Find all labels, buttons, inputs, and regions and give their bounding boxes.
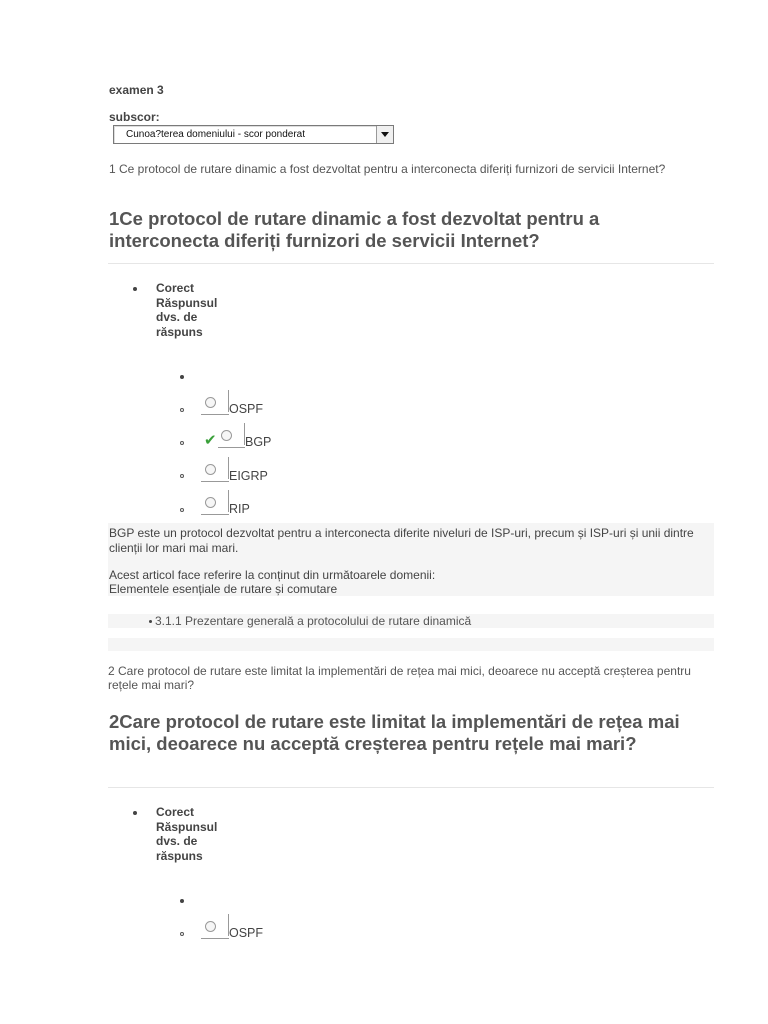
option-label: OSPF — [229, 926, 264, 940]
option-label: EIGRP — [229, 469, 268, 483]
question-1-title: 1Ce protocol de rutare dinamic a fost dezvoltat pentru a interconecta diferiți furnizori de servicii Internet? — [109, 208, 600, 251]
exam-title: examen 3 — [109, 83, 164, 97]
list-circle-bullet — [180, 408, 184, 412]
question-1-short-text: 1 Ce protocol de rutare dinamic a fost dezvoltat pentru a interconecta diferiți furnizori de servicii Internet? — [109, 162, 666, 176]
list-bullet — [133, 811, 137, 815]
list-circle-bullet — [180, 508, 184, 512]
divider — [108, 263, 714, 264]
reference-intro: Acest articol face referire la conținut din următoarele domenii: — [109, 568, 436, 582]
option-radio-ospf[interactable] — [205, 397, 216, 408]
subscor-selected-value: Cunoa?terea domeniului - scor ponderat — [126, 129, 305, 140]
option-radio-bgp[interactable] — [221, 430, 232, 441]
option-radio-rip[interactable] — [205, 497, 216, 508]
list-bullet — [180, 375, 184, 379]
subscor-label: subscor: — [109, 110, 160, 124]
subscor-select[interactable] — [113, 125, 394, 144]
list-bullet — [133, 287, 137, 291]
list-circle-bullet — [180, 474, 184, 478]
feedback-text: BGP este un protocol dezvoltat pentru a interconecta diferite niveluri de ISP-uri, precum și ISP-uri și unii dintre clienții lor mari mai mari. — [109, 526, 694, 555]
list-bullet — [149, 620, 152, 623]
dropdown-arrow-icon[interactable] — [376, 126, 393, 143]
option-radio-ospf[interactable] — [205, 921, 216, 932]
answer-legend: Corect Răspunsul dvs. de răspuns — [156, 805, 218, 863]
question-2-title: 2Care protocol de rutare este limitat la implementări de rețea mai mici, deoarece nu acceptă creșterea pentru rețele mai mari? — [109, 711, 680, 754]
question-2-short-text: 2 Care protocol de rutare este limitat la implementări de rețea mai mici, deoarece nu acceptă creșterea pentru rețele mai mari? — [108, 664, 691, 692]
option-label: BGP — [245, 435, 272, 449]
answer-legend: Corect Răspunsul dvs. de răspuns — [156, 281, 218, 339]
divider — [108, 787, 714, 788]
option-radio-eigrp[interactable] — [205, 464, 216, 475]
feedback-spacer — [108, 638, 714, 651]
list-circle-bullet — [180, 932, 184, 936]
list-bullet — [180, 899, 184, 903]
list-circle-bullet — [180, 441, 184, 445]
reference-item-row — [108, 614, 714, 628]
option-label: OSPF — [229, 402, 264, 416]
option-label: RIP — [229, 502, 250, 516]
feedback-box — [108, 523, 714, 596]
check-icon: ✔ — [204, 432, 217, 449]
reference-domain: Elementele esențiale de rutare și comutare — [109, 582, 338, 596]
reference-item: 3.1.1 Prezentare generală a protocolului de rutare dinamică — [155, 614, 472, 628]
